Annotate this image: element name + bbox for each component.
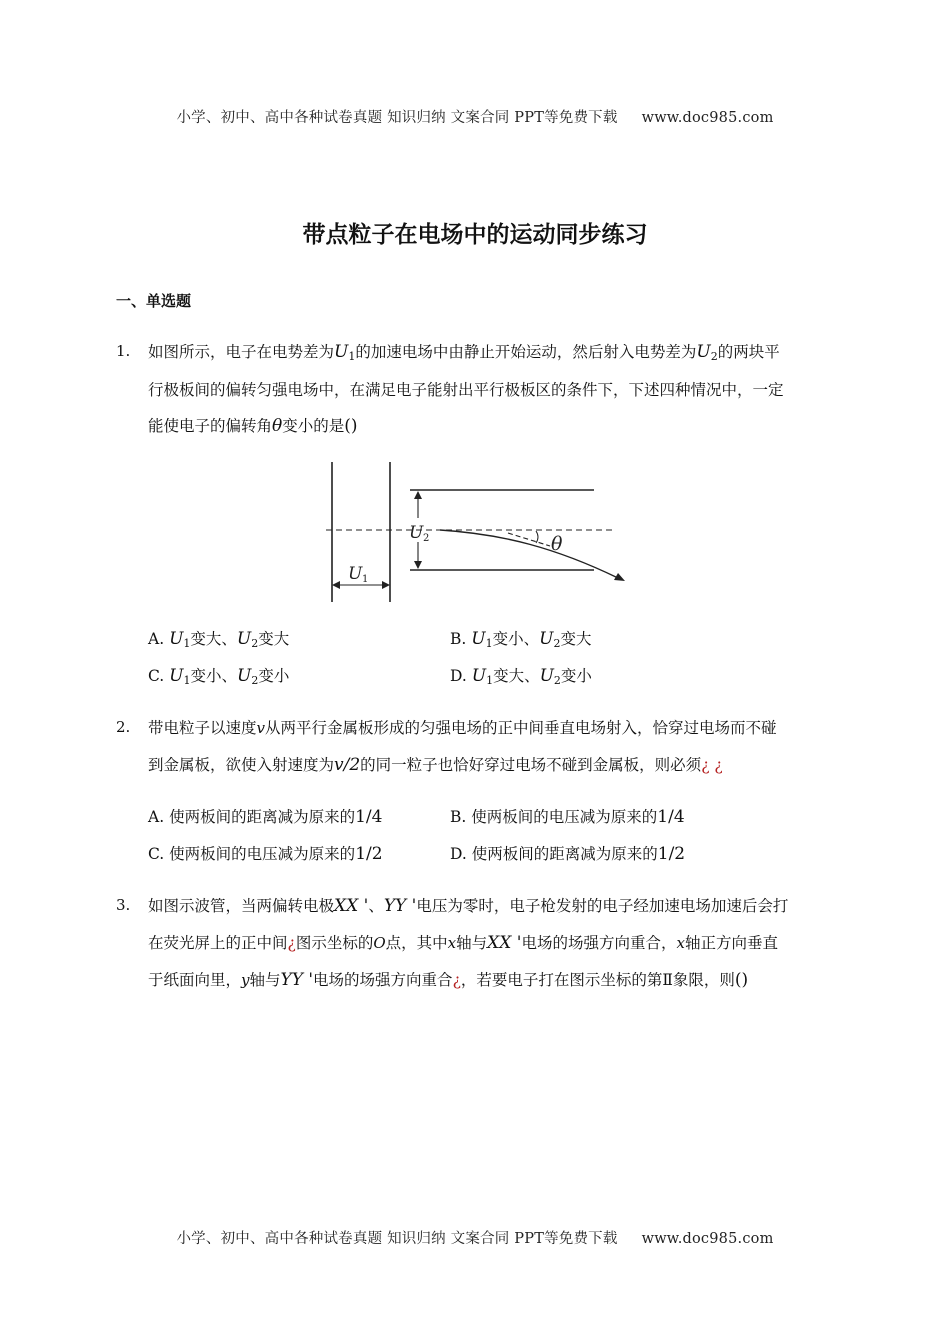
u1-label: U bbox=[348, 564, 363, 584]
q1-number: 1. bbox=[116, 342, 131, 360]
q2-line-1: 带电粒子以速度v从两平行金属板形成的匀强电场的正中间垂直电场射入，恰穿过电场而不碰 bbox=[148, 719, 777, 737]
q1-line-3: 能使电子的偏转角θ变小的是() bbox=[148, 416, 358, 436]
q1-line-2: 行极板间的偏转匀强电场中，在满足电子能射出平行极板区的条件下，下述四种情况中，一定 bbox=[148, 381, 784, 399]
u1-arrow-left bbox=[332, 581, 340, 589]
q2-option-d[interactable]: D. 使两板间的距离减为原来的1/2 bbox=[450, 844, 686, 864]
angle-arc bbox=[536, 531, 538, 543]
q2-line-2: 到金属板，欲使入射速度为v/2的同一粒子也恰好穿过电场不碰到金属板，则必须¿ ¿ bbox=[148, 755, 723, 775]
q3-line-2: 在荧光屏上的正中间¿图示坐标的O点，其中x轴与XX '电场的场强方向重合，x轴正方向垂直 bbox=[148, 933, 778, 953]
q1-line-1: 如图所示，电子在电势差为$U_1$的加速电场中由静止开始运动，然后射入电势差为$U_2$的两块平 bbox=[148, 342, 780, 363]
footer-site-link[interactable]: www.doc985.com bbox=[641, 1231, 774, 1247]
q1-figure-deflection-diagram bbox=[318, 458, 630, 606]
q1-option-a[interactable]: A. $U_1$变大、$U_2$变大 bbox=[148, 629, 290, 650]
section-heading: 一、单选题 bbox=[116, 292, 192, 310]
page-title: 带点粒子在电场中的运动同步练习 bbox=[302, 222, 648, 248]
theta-label: θ bbox=[551, 533, 563, 555]
page-footer bbox=[0, 1227, 950, 1248]
q1-option-b[interactable]: B. $U_1$变小、$U_2$变大 bbox=[450, 629, 592, 650]
q2-option-c[interactable]: C. 使两板间的电压减为原来的1/2 bbox=[148, 844, 383, 864]
q1-option-d[interactable]: D. $U_1$变大、$U_2$变小 bbox=[450, 666, 592, 687]
u1-arrow-right bbox=[382, 581, 390, 589]
u2-sub: 2 bbox=[423, 533, 430, 544]
q2-option-a[interactable]: A. 使两板间的距离减为原来的1/4 bbox=[148, 807, 383, 827]
u2-arrow-up bbox=[414, 491, 422, 499]
q2-number: 2. bbox=[116, 718, 131, 736]
q3-number: 3. bbox=[116, 896, 131, 914]
q3-line-1: 如图示波管，当两偏转电极XX '、YY '电压为零时，电子枪发射的电子经加速电场加速后会打 bbox=[148, 896, 789, 916]
q1-option-c[interactable]: C. $U_1$变小、$U_2$变小 bbox=[148, 666, 290, 687]
q2-option-b[interactable]: B. 使两板间的电压减为原来的1/4 bbox=[450, 807, 685, 827]
u1-sub: 1 bbox=[362, 574, 369, 585]
q3-line-3: 于纸面向里，y轴与YY '电场的场强方向重合¿，若要电子打在图示坐标的第Ⅱ象限，则() bbox=[148, 970, 749, 990]
footer-text: 小学、初中、高中各种试卷真题 知识归纳 文案合同 PPT等免费下载 bbox=[176, 1231, 618, 1247]
header-site-link[interactable]: www.doc985.com bbox=[641, 110, 774, 126]
page-header bbox=[0, 106, 950, 127]
u2-label: U bbox=[409, 523, 424, 543]
header-text: 小学、初中、高中各种试卷真题 知识归纳 文案合同 PPT等免费下载 bbox=[176, 110, 618, 126]
u2-arrow-down bbox=[414, 561, 422, 569]
